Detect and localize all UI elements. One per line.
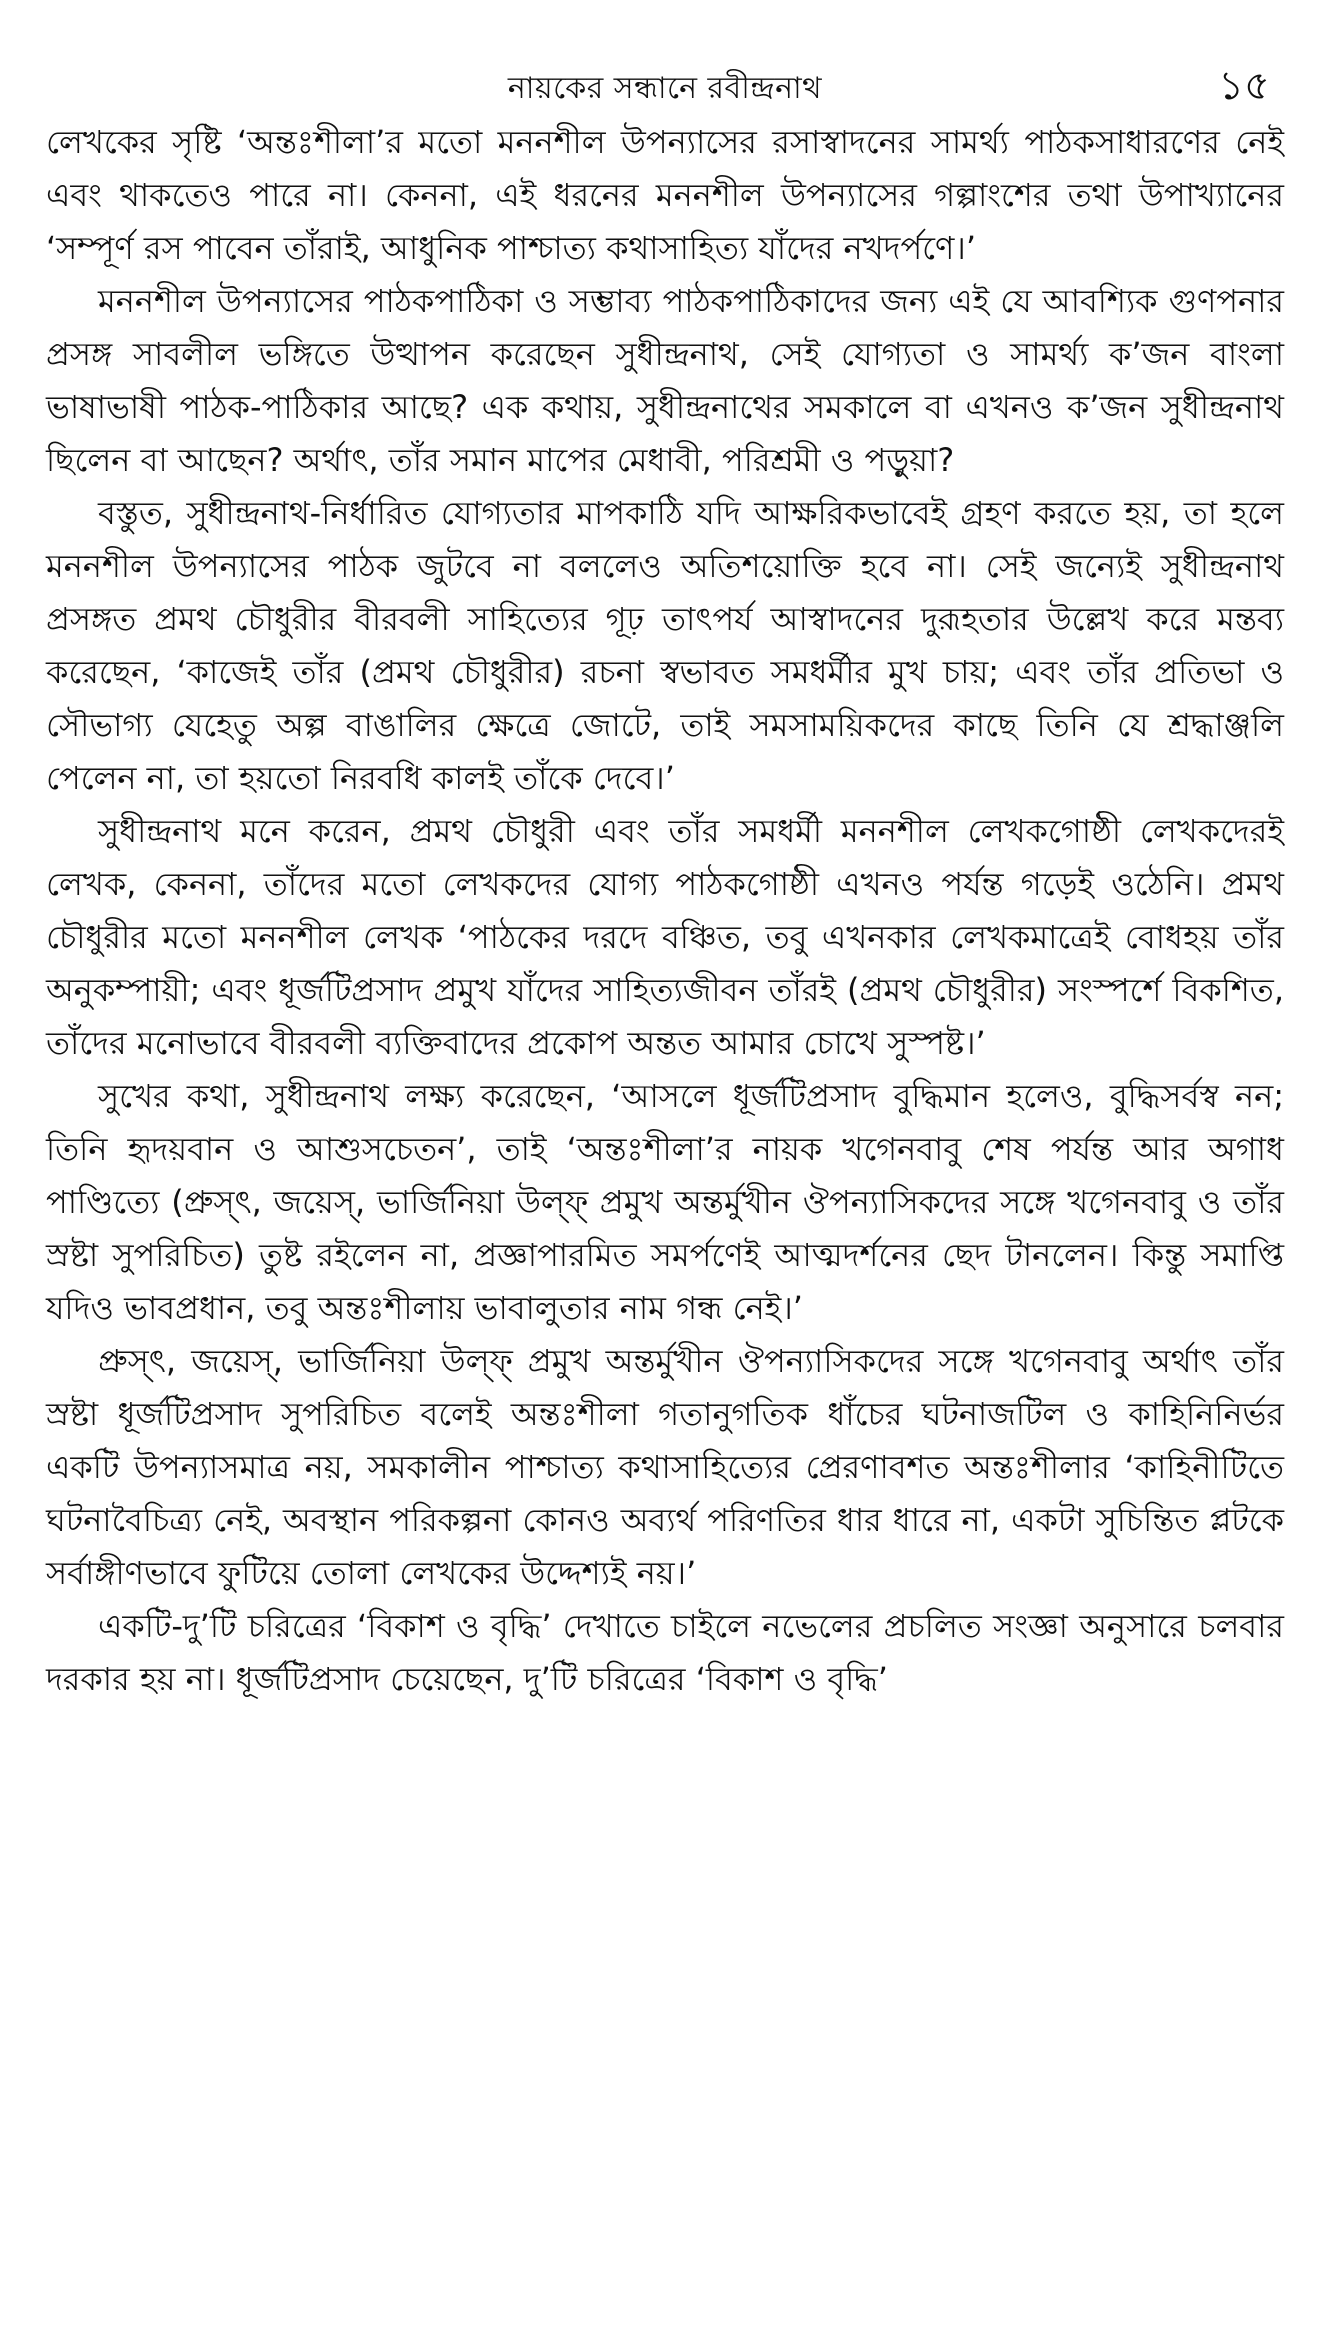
running-header — [46, 40, 1284, 116]
paragraph: লেখকের সৃষ্টি ‘অন্তঃশীলা’র মতো মননশীল উপন্যাসের রসাস্বাদনের সামর্থ্য পাঠকসাধারণের নেই এবং থাকতেও পারে না। কেননা, এই ধরনের মননশীল উপন্যাসের গল্পাংশের তথা উপাখ্যানের ‘সম্পূর্ণ রস পাবেন তাঁরাই, আধুনিক পাশ্চাত্য কথাসাহিত্য যাঁদের নখদর্পণে।’ — [46, 123, 1284, 267]
paragraph: মননশীল উপন্যাসের পাঠকপাঠিকা ও সম্ভাব্য পাঠকপাঠিকাদের জন্য এই যে আবশ্যিক গুণপনার প্রসঙ্গ সাবলীল ভঙ্গিতে উত্থাপন করেছেন সুধীন্দ্রনাথ, সেই যোগ্যতা ও সামর্থ্য ক’জন বাংলা ভাষাভাষী পাঠক-পাঠিকার আছে? এক কথায়, সুধীন্দ্রনাথের সমকালে বা এখনও ক’জন সুধীন্দ্রনাথ ছিলেন বা আছেন? অর্থাৎ, তাঁর সমান মাপের মেধাবী, পরিশ্রমী ও পড়ুয়া? — [46, 282, 1284, 479]
paragraph: সুখের কথা, সুধীন্দ্রনাথ লক্ষ্য করেছেন, ‘আসলে ধূর্জটিপ্রসাদ বুদ্ধিমান হলেও, বুদ্ধিসর্বস্ব নন; তিনি হৃদয়বান ও আশুসচেতন’, তাই ‘অন্তঃশীলা’র নায়ক খগেনবাবু শেষ পর্যন্ত আর অগাধ পাণ্ডিত্যে (প্রুস্ৎ, জয়েস্, ভার্জিনিয়া উল্ফ্ প্রমুখ অন্তর্মুখীন ঔপন্যাসিকদের সঙ্গে খগেনবাবু ও তাঁর স্রষ্টা সুপরিচিত) তুষ্ট রইলেন না, প্রজ্ঞাপারমিত সমর্পণেই আত্মদর্শনের ছেদ টানলেন। কিন্তু সমাপ্তি যদিও ভাবপ্রধান, তবু অন্তঃশীলায় ভাবালুতার নাম গন্ধ নেই।’ — [46, 1077, 1284, 1327]
page-number: ১৫ — [1218, 63, 1270, 109]
paragraph: বস্তুত, সুধীন্দ্রনাথ-নির্ধারিত যোগ্যতার মাপকাঠি যদি আক্ষরিকভাবেই গ্রহণ করতে হয়, তা হলে মননশীল উপন্যাসের পাঠক জুটবে না বললেও অতিশয়োক্তি হবে না। সেই জন্যেই সুধীন্দ্রনাথ প্রসঙ্গত প্রমথ চৌধুরীর বীরবলী সাহিত্যের গূঢ় তাৎপর্য আস্বাদনের দুরূহতার উল্লেখ করে মন্তব্য করেছেন, ‘কাজেই তাঁর (প্রমথ চৌধুরীর) রচনা স্বভাবত সমধর্মীর মুখ চায়; এবং তাঁর প্রতিভা ও সৌভাগ্য যেহেতু অল্প বাঙালির ক্ষেত্রে জোটে, তাই সমসাময়িকদের কাছে তিনি যে শ্রদ্ধাঞ্জলি পেলেন না, তা হয়তো নিরবধি কালই তাঁকে দেবে।’ — [46, 494, 1284, 797]
paragraph: সুধীন্দ্রনাথ মনে করেন, প্রমথ চৌধুরী এবং তাঁর সমধর্মী মননশীল লেখকগোষ্ঠী লেখকদেরই লেখক, কেননা, তাঁদের মতো লেখকদের যোগ্য পাঠকগোষ্ঠী এখনও পর্যন্ত গড়েই ওঠেনি। প্রমথ চৌধুরীর মতো মননশীল লেখক ‘পাঠকের দরদে বঞ্চিত, তবু এখনকার লেখকমাত্রেই বোধহয় তাঁর অনুকম্পায়ী; এবং ধূর্জটিপ্রসাদ প্রমুখ যাঁদের সাহিত্যজীবন তাঁরই (প্রমথ চৌধুরীর) সংস্পর্শে বিকশিত, তাঁদের মনোভাবে বীরবলী ব্যক্তিবাদের প্রকোপ অন্তত আমার চোখে সুস্পষ্ট।’ — [46, 812, 1284, 1062]
running-title: নায়কের সন্ধানে রবীন্দ্রনাথ — [507, 71, 823, 106]
paragraph: প্রুস্ৎ, জয়েস্, ভার্জিনিয়া উল্ফ্ প্রমুখ অন্তর্মুখীন ঔপন্যাসিকদের সঙ্গে খগেনবাবু অর্থাৎ তাঁর স্রষ্টা ধূর্জটিপ্রসাদ সুপরিচিত বলেই অন্তঃশীলা গতানুগতিক ধাঁচের ঘটনাজটিল ও কাহিনিনির্ভর একটি উপন্যাসমাত্র নয়, সমকালীন পাশ্চাত্য কথাসাহিত্যের প্রেরণাবশত অন্তঃশীলার ‘কাহিনীটিতে ঘটনাবৈচিত্র্য নেই, অবস্থান পরিকল্পনা কোনও অব্যর্থ পরিণতির ধার ধারে না, একটা সুচিন্তিত প্লটকে সর্বাঙ্গীণভাবে ফুটিয়ে তোলা লেখকের উদ্দেশ্যই নয়।’ — [46, 1342, 1284, 1592]
body-text — [46, 116, 1284, 1706]
paragraph: একটি-দু’টি চরিত্রের ‘বিকাশ ও বৃদ্ধি’ দেখাতে চাইলে নভেলের প্রচলিত সংজ্ঞা অনুসারে চলবার দরকার হয় না। ধূর্জটিপ্রসাদ চেয়েছেন, দু’টি চরিত্রের ‘বিকাশ ও বৃদ্ধি’ — [46, 1607, 1284, 1698]
